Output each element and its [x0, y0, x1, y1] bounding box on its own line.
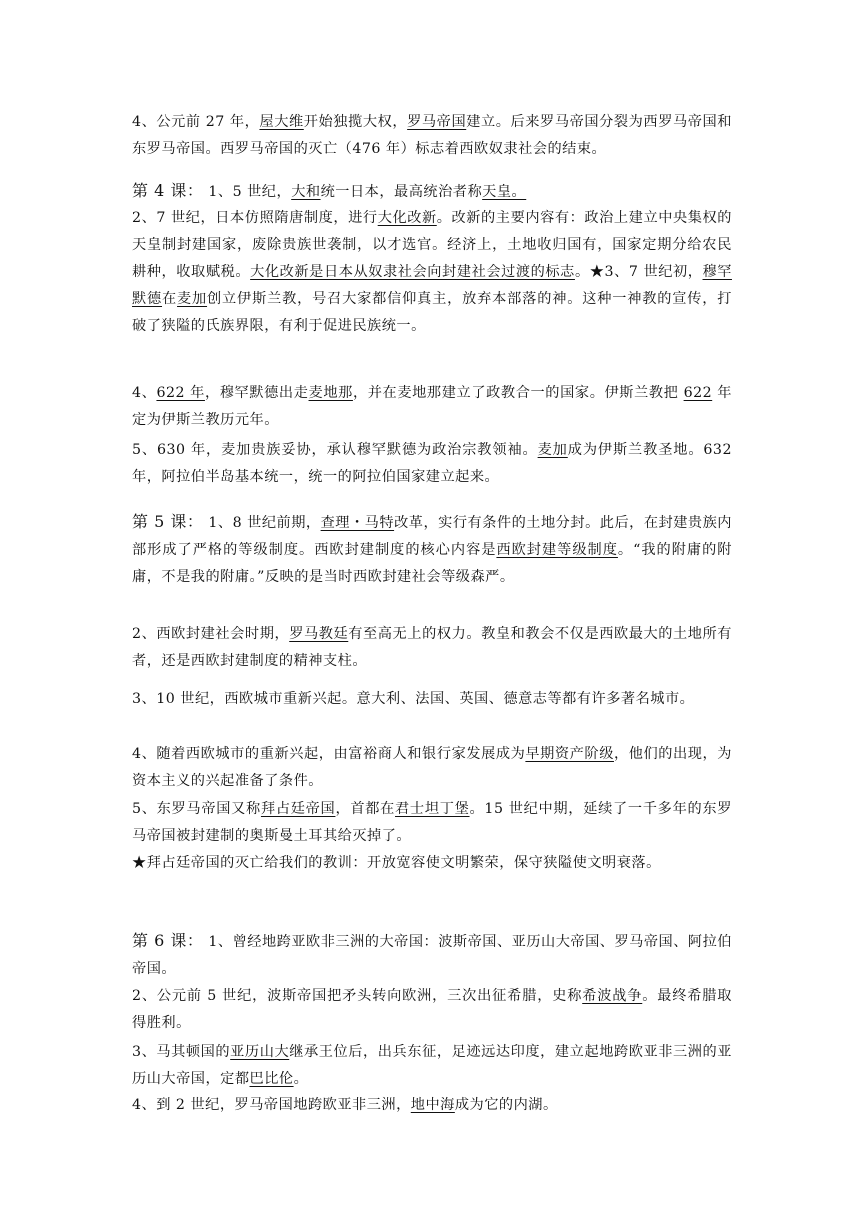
lesson-label: 第 5 课：: [132, 512, 204, 531]
text-run: 继承王位后，出兵东征，足迹远达印度，建立起地跨欧亚非三洲的亚历山大帝国，定都: [132, 1044, 732, 1087]
paragraph: [132, 983, 732, 1037]
lesson-5-heading: [132, 508, 732, 591]
text-run: 2、7 世纪，日本仿照隋唐制度，进行: [132, 210, 378, 226]
text-run: ★拜占廷帝国的灭亡给我们的教训：开放宽容使文明繁荣，保守狭隘使文明衰落。: [132, 855, 661, 871]
underlined-term: 622 年: [156, 385, 205, 401]
text-run: 。: [293, 1071, 309, 1087]
lesson-4-heading: [132, 177, 732, 206]
underlined-term: 大化改新: [377, 210, 437, 226]
text-run: 。15 世纪中期，延续了一千多年的东罗马帝国被封建制的奥斯曼土耳其给灭掉了。: [132, 801, 732, 844]
underlined-term: 拜占廷帝国: [260, 801, 336, 817]
text-run: ，他们的出现，为资本主义的兴起准备了条件。: [132, 746, 732, 789]
text-run: 4、随着西欧城市的重新兴起，由富裕商人和银行家发展成为: [132, 746, 526, 762]
paragraph: [132, 621, 732, 675]
underlined-term: 亚历山大: [230, 1044, 290, 1060]
text-run: 。改新的主要内容有：政治上建立中央集权的天皇制封建国家，废除贵族世袭制，以才选官。经济上，土地收归国有，国家定期分给农民耕种，收取赋税。: [132, 210, 732, 280]
underlined-term: 麦加: [537, 442, 568, 458]
text-run: 。“我的附庸的附庸，不是我的附庸。”反映的是当时西欧封建社会等级森严。: [132, 542, 732, 585]
text-run: 2、西欧封建社会时期，: [132, 626, 290, 642]
text-run: 在: [162, 291, 178, 307]
underlined-term: 穆罕默德: [132, 264, 732, 307]
paragraph: [132, 850, 732, 877]
underlined-term: 622: [683, 385, 713, 401]
paragraph: [132, 205, 732, 340]
underlined-term: 查理・马特: [320, 515, 395, 531]
text-run: 。★3、7 世纪初，: [574, 264, 703, 280]
text-run: 2、公元前 5 世纪，波斯帝国把矛头转向欧洲，三次出征希腊，史称: [132, 988, 583, 1004]
text-run: 。最终希腊取得胜利。: [132, 988, 732, 1031]
underlined-term: 大和: [291, 184, 321, 200]
paragraph: [132, 1092, 732, 1119]
underlined-term: 屋大维: [259, 114, 304, 130]
paragraph: [132, 796, 732, 850]
lesson-label: 第 6 课：: [132, 931, 204, 950]
text-run: 1、8 世纪前期，: [203, 515, 321, 531]
underlined-term: 西欧封建等级制度: [496, 542, 618, 558]
paragraph: [132, 109, 732, 163]
paragraph: [132, 686, 732, 713]
text-run: 3、10 世纪，西欧城市重新兴起。意大利、法国、英国、德意志等都有许多著名城市。: [132, 691, 695, 707]
paragraph: [132, 380, 732, 434]
text-run: 开始独揽大权，: [303, 114, 408, 130]
paragraph: [132, 741, 732, 795]
text-run: 4、: [132, 385, 157, 401]
underlined-term: 罗马教廷: [289, 626, 349, 642]
underlined-term: 君士坦丁堡: [395, 801, 470, 817]
underlined-term: 希波战争: [582, 988, 643, 1004]
text-run: ，首都在: [335, 801, 396, 817]
text-run: 4、公元前 27 年，: [132, 114, 260, 130]
text-run: 1、5 世纪，: [203, 184, 292, 200]
text-run: 5、630 年，麦加贵族妥协，承认穆罕默德为政治宗教领袖。: [132, 442, 538, 458]
underlined-term: 麦地那: [308, 385, 353, 401]
text-run: 创立伊斯兰教，号召大家都信仰真主，放弃本部落的神。这种一神教的宣传，打破了狭隘的氏族界限，有利于促进民族统一。: [132, 291, 732, 334]
paragraph: [132, 1039, 732, 1093]
text-run: 改革，实行有条件的土地分封。此后，在封建贵族内部形成了严格的等级制度。西欧封建制度的核心内容是: [132, 515, 732, 558]
underlined-term: 早期资产阶级: [525, 746, 614, 762]
text-run: 年定为伊斯兰教历元年。: [132, 385, 732, 428]
text-run: 有至高无上的权力。教皇和教会不仅是西欧最大的土地所有者，还是西欧封建制度的精神支柱。: [132, 626, 732, 669]
text-run: 成为它的内湖。: [454, 1097, 558, 1113]
lesson-6-heading: [132, 927, 732, 983]
text-run: ，并在麦地那建立了政教合一的国家。伊斯兰教把: [352, 385, 684, 401]
text-run: ，穆罕默德出走: [204, 385, 309, 401]
underlined-term: 麦加: [177, 291, 208, 307]
underlined-term: 天皇。: [482, 184, 527, 200]
text-run: 统一日本，最高统治者称: [320, 184, 483, 200]
text-run: 1、曾经地跨亚欧非三洲的大帝国：波斯帝国、亚历山大帝国、罗马帝国、阿拉伯帝国。: [132, 934, 732, 977]
underlined-term: 巴比伦: [249, 1071, 294, 1087]
text-run: 5、东罗马帝国又称: [132, 801, 261, 817]
underlined-term: 地中海: [410, 1097, 455, 1113]
lesson-label: 第 4 课：: [132, 181, 204, 200]
text-run: 3、马其顿国的: [132, 1044, 231, 1060]
text-run: 4、到 2 世纪，罗马帝国地跨欧亚非三洲，: [132, 1097, 411, 1113]
underlined-term: 大化改新是日本从奴隶社会向封建社会过渡的标志: [250, 264, 575, 280]
text-run: 建立。后来罗马帝国分裂为西罗马帝国和东罗马帝国。西罗马帝国的灭亡（476 年）标志着西欧奴隶社会的结束。: [132, 114, 732, 157]
underlined-term: 罗马帝国: [407, 114, 467, 130]
text-run: 成为伊斯兰教圣地。632 年，阿拉伯半岛基本统一，统一的阿拉伯国家建立起来。: [132, 442, 732, 485]
paragraph: [132, 437, 732, 491]
